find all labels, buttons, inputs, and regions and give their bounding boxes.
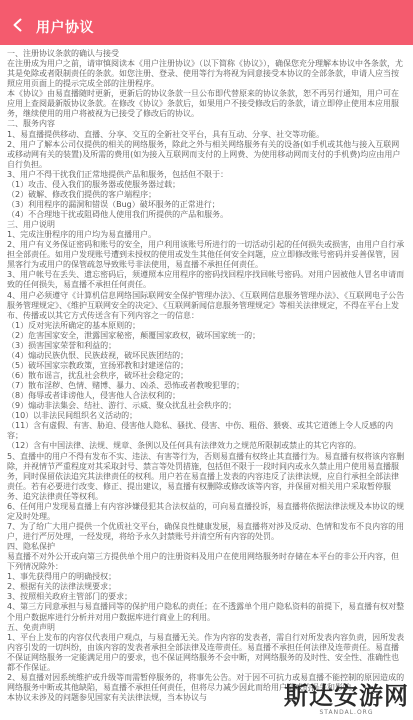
paragraph: （10）以非法民间组织名义活动的；: [7, 411, 138, 421]
paragraph: 本《协议》由易直播随时更新，更新后的协议条款一旦公布即代替原来的协议条款，恕不再另行通知，用户可在应用上查阅最新版协议条款。在修改《协议》条款后，如果用户不接受修改后的条款，请立即停止使用本应用服务，继续使用的用户将被视为已接受了修改后的协议。: [7, 89, 399, 119]
paragraph: （4）不合理地干扰或阻碍他人使用我们所提供的产品和服务。: [7, 210, 229, 219]
paragraph: 1、事先获得用户的明确授权；: [7, 572, 117, 582]
paragraph: 3、按照相关政府主管部门的要求；: [7, 592, 133, 602]
watermark-text: 斯达安游网: [284, 681, 409, 710]
paragraph: （12）含有中国法律、法规、规章、条例以及任何具有法律效力之规范所限制或禁止的其它内容的。: [7, 441, 362, 451]
paragraph: （2）危害国家安全，泄露国家秘密，颠覆国家政权，破坏国家统一的；: [7, 330, 261, 340]
paragraph: 4、第三方同意承担与易直播同等的保护用户隐私的责任；在不透露单个用户隐私资料的前提下，易直播有权对整个用户数据库进行分析并对用户数据库进行商业上的利用。: [7, 602, 405, 622]
paragraph: （2）破解、修改我们提供的客户端程序；: [7, 189, 157, 199]
paragraph: 2、用户有义务保证密码和账号的安全，用户利用该账号所进行的一切活动引起的任何损失或损害，由用户自行承担全部责任。如用户发现账号遭到未授权的使用或发生其他任何安全问题，应立即修改账号密码并妥善保管，因黑客行为或用户的保管疏忽导致账号非法使用，易直播不承担任何责任。: [7, 240, 405, 270]
paragraph: 2、根据有关的法律法规要求；: [7, 582, 117, 592]
paragraph: 1、完成注册程序的用户均为易直播用户。: [7, 230, 157, 240]
paragraph: （1）攻击、侵入我们的服务器或使服务器过载；: [7, 179, 181, 189]
paragraph: （1）反对宪法所确定的基本原则的；: [7, 320, 141, 330]
paragraph: 在注册成为用户之前，请审慎阅读本《用户注册协议》（以下简称《协议》），确保您充分理解本协议中各条款，尤其是免除或者限制责任的条款。如您注册、登录、使用等行为将视为同意接受本协议的全部条款，申请人应当按照应用页面上的提示完成全部的注册程序。: [7, 59, 403, 89]
paragraph: 2、用户了解本公司仅提供的相关的网络服务，除此之外与相关网络服务有关的设备(如手机或其他与接入互联网或移动网有关的装置)及所需的费用(如为接入互联网而支付的上网费、为使用移动网而支付的手机费)均应由用户自行负担。: [7, 139, 401, 169]
paragraph: 6、任何用户发现易直播上有内容涉嫌侵犯其合法权益的，可向易直播投诉，易直播将依据法律法规及本协议的规定及时处理。: [7, 501, 405, 521]
paragraph: （7）散布淫秽、色情、赌博、暴力、凶杀、恐怖或者教唆犯罪的；: [7, 381, 245, 391]
paragraph: 4、用户必须遵守《计算机信息网络国际联网安全保护管理办法》、《互联网信息服务管理办法》、《互联网电子公告服务管理规定》、《维护互联网安全的决定》、《互联网新闻信息服务管理规定》等相关法律规定，不得在平台上发布、传播或以其它方式传送含有下列内容之一的信息：: [7, 290, 405, 320]
paragraph: 3、用户不得干扰我们正常地提供产品和服务，包括但不限于：: [7, 169, 229, 179]
paragraph: 五、免责声明: [7, 622, 55, 632]
agreement-content: [0, 45, 413, 703]
paragraph: （11）含有虚假、有害、胁迫、侵害他人隐私、骚扰、侵害、中伤、粗俗、猥亵、或其它道德上令人反感的内容；: [7, 421, 394, 441]
paragraph: 一、注册协议条款的确认与接受: [7, 49, 119, 58]
paragraph: （4）煽动民族仇恨、民族歧视，破坏民族团结的；: [7, 350, 189, 360]
paragraph: （5）破坏国家宗教政策，宣扬邪教和封建迷信的；: [7, 360, 189, 370]
paragraph: 1、易直播提供移动、直播、分享、交互的全新社交平台，具有互动、分享、社交等功能。: [7, 129, 325, 139]
paragraph: 7、为了给广大用户提供一个优质社交平台，确保良性健康发展，易直播将对涉及反动、色情和发布不良内容的用户，进行严厉处理，一经发现，将给予永久封禁账号并清空所有内容的处罚。: [7, 521, 405, 541]
paragraph: （3）利用程序的漏洞和错误（Bug）破坏服务的正常进行；: [7, 199, 220, 209]
paragraph: 易直播不对外公开或向第三方提供单个用户的注册资料及用户在使用网络服务时存储在本平台的非公开内容，但下列情况除外：: [7, 552, 399, 572]
paragraph: 1、平台上发布的内容仅代表用户观点，与易直播无关。作为内容的发表者，需自行对所发表内容负责，因所发表内容引发的一切纠纷，由该内容的发表者承担全部法律及连带责任。易直播不承担任何法律及连带责任。易直播不保证网络服务一定能满足用户的要求，也不保证网络服务不会中断，对网络服务的及时性、安全性、准确性也都不作保证。: [7, 632, 405, 672]
paragraph: 3、用户帐号在丢失、遗忘密码后，须遵照本应用程序的密码找回程序找回帐号密码。对用户因被他人冒名申请而致的任何损失，易直播不承担任何责任。: [7, 270, 405, 290]
paragraph: （3）损害国家荣誉和利益的；: [7, 340, 117, 350]
paragraph: 2、易直播对因系统维护或升级等而需暂停服务的，将事先公告。对于因不可抗力或易直播不能控制的原因造成的网络服务中断或其他缺陷，易直播不承担任何责任，但将尽力减少因此而给用户造成的损失和影响。: [7, 672, 405, 692]
paragraph: 本协议未涉及的问题参见国家有关法律法规，当本协议与: [7, 693, 207, 702]
paragraph: 三、用户说明: [7, 220, 55, 230]
paragraph: 二、服务内容: [7, 119, 55, 129]
back-button[interactable]: [6, 15, 30, 39]
paragraph: 四、隐私保护: [7, 542, 55, 552]
paragraph: （9）煽动非法集会、结社、游行、示威、聚众扰乱社会秩序的；: [7, 401, 237, 411]
chevron-left-icon: [11, 17, 25, 36]
paragraph: （6）散布谣言，扰乱社会秩序，破坏社会稳定的；: [7, 371, 189, 380]
status-bar: [0, 0, 413, 8]
paragraph: 5、直播中的用户不得有发布不实、违法、有害等行为，否则易直播有权终止其直播行为。易直播有权将该内容删除，并视情节严重程度对其采取封号、禁言等处罚措施，包括但不限于一段时间内或永久禁止用户使用易直播服务，同时保留依法追究其法律责任的权利。用户若在易直播上发表的内容违反了法律法规，应自行承担全部法律责任。若有必要进行改变、修正、提出建议，易直播有权删除或修改该等内容，并保留对相关用户采取暂停服务、追究法律责任等权利。: [7, 451, 405, 501]
paragraph: （8）侮辱或者诽谤他人，侵害他人合法权利的；: [7, 391, 181, 401]
watermark-domain: STANDAL.ORG: [319, 709, 374, 716]
page-title: 用户协议: [36, 19, 94, 36]
site-watermark: [284, 676, 409, 716]
title-bar: [0, 8, 413, 45]
